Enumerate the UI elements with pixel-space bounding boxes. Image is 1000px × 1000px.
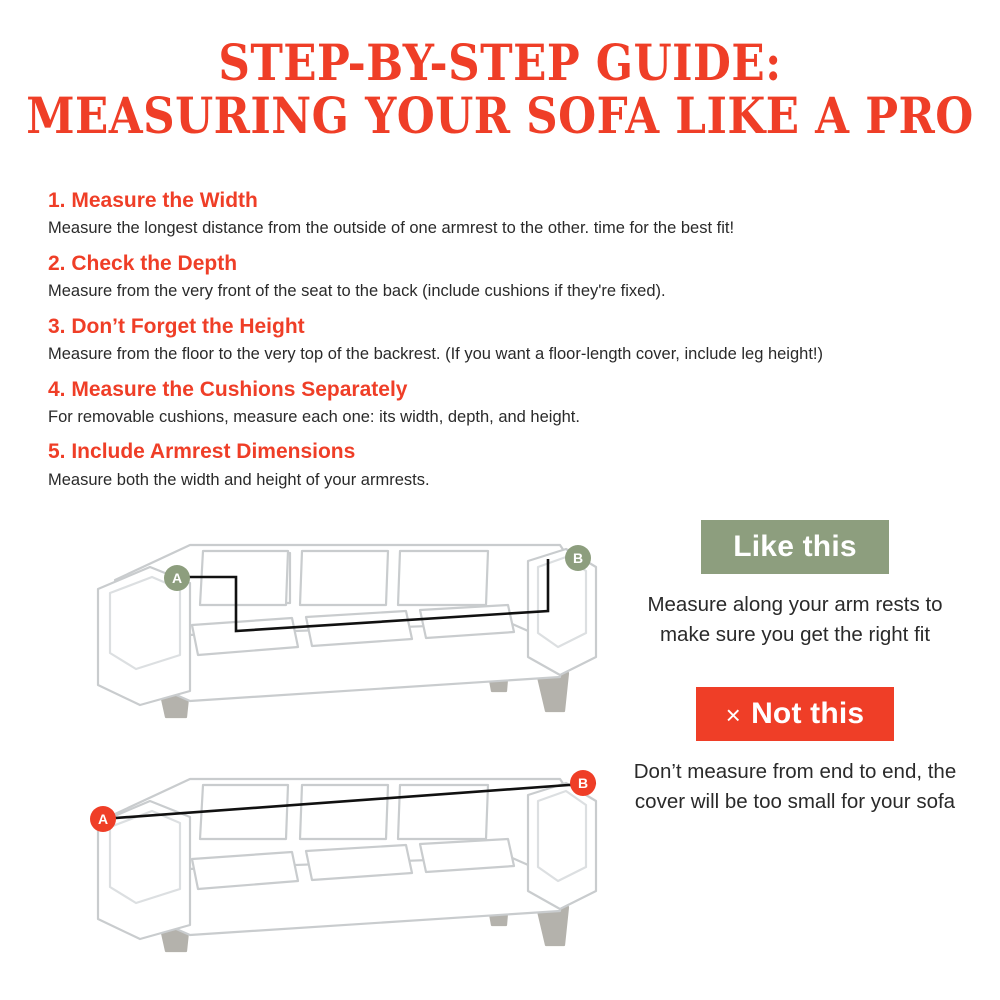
step-2-body: Measure from the very front of the seat to the back (include cushions if they're fixed).: [48, 282, 666, 301]
step-2-heading: 2. Check the Depth: [48, 251, 238, 275]
step-item-5: [48, 437, 960, 492]
sofa-correct-svg: [40, 505, 640, 735]
title-line-2: MEASURING YOUR SOFA LIKE A PRO: [26, 86, 974, 145]
step-3-body: Measure from the floor to the very top of the backrest. (If you want a floor-length cover, include leg height!): [48, 345, 823, 364]
callouts: [620, 520, 970, 855]
sofa-diagram-correct: [40, 505, 640, 735]
sofa-illustrations: [40, 505, 640, 975]
step-item-4: [48, 375, 960, 430]
point-b-badge-correct: B: [565, 545, 591, 571]
step-1-heading: 1. Measure the Width: [48, 189, 258, 212]
callout-not-this-label: Not this: [751, 697, 865, 731]
step-5-body: Measure both the width and height of your armrests.: [48, 470, 430, 489]
point-a-badge-incorrect: A: [90, 806, 116, 832]
callout-like-this-label: Like this: [733, 530, 857, 563]
step-item-2: [48, 249, 960, 304]
callout-not-this: [620, 687, 970, 816]
point-a-badge-correct: A: [164, 565, 190, 591]
callout-like-this-text: Measure along your arm rests to make sure you get the right fit: [647, 593, 943, 646]
callout-like-this: [620, 520, 970, 649]
title-line-1: STEP-BY-STEP GUIDE:: [218, 33, 782, 92]
close-icon: ×: [725, 700, 742, 731]
page-title: [0, 33, 1000, 145]
step-1-body: Measure the longest distance from the outside of one armrest to the other. time for the best fit!: [48, 219, 735, 238]
step-4-body: For removable cushions, measure each one: its width, depth, and height.: [48, 408, 580, 427]
steps-list: [48, 186, 960, 500]
step-item-3: [48, 312, 960, 367]
sofa-incorrect-svg: [40, 733, 640, 968]
callout-like-this-pill: [701, 520, 889, 574]
callout-not-this-pill: [696, 687, 895, 741]
step-5-heading: 5. Include Armrest Dimensions: [48, 440, 356, 464]
point-b-badge-incorrect: B: [570, 770, 596, 796]
step-item-1: [48, 186, 960, 241]
sofa-diagram-incorrect: [40, 733, 640, 963]
step-3-heading: 3. Don’t Forget the Height: [48, 314, 305, 338]
step-4-heading: 4. Measure the Cushions Separately: [48, 377, 408, 401]
callout-not-this-text: Don’t measure from end to end, the cover will be too small for your sofa: [633, 760, 957, 814]
